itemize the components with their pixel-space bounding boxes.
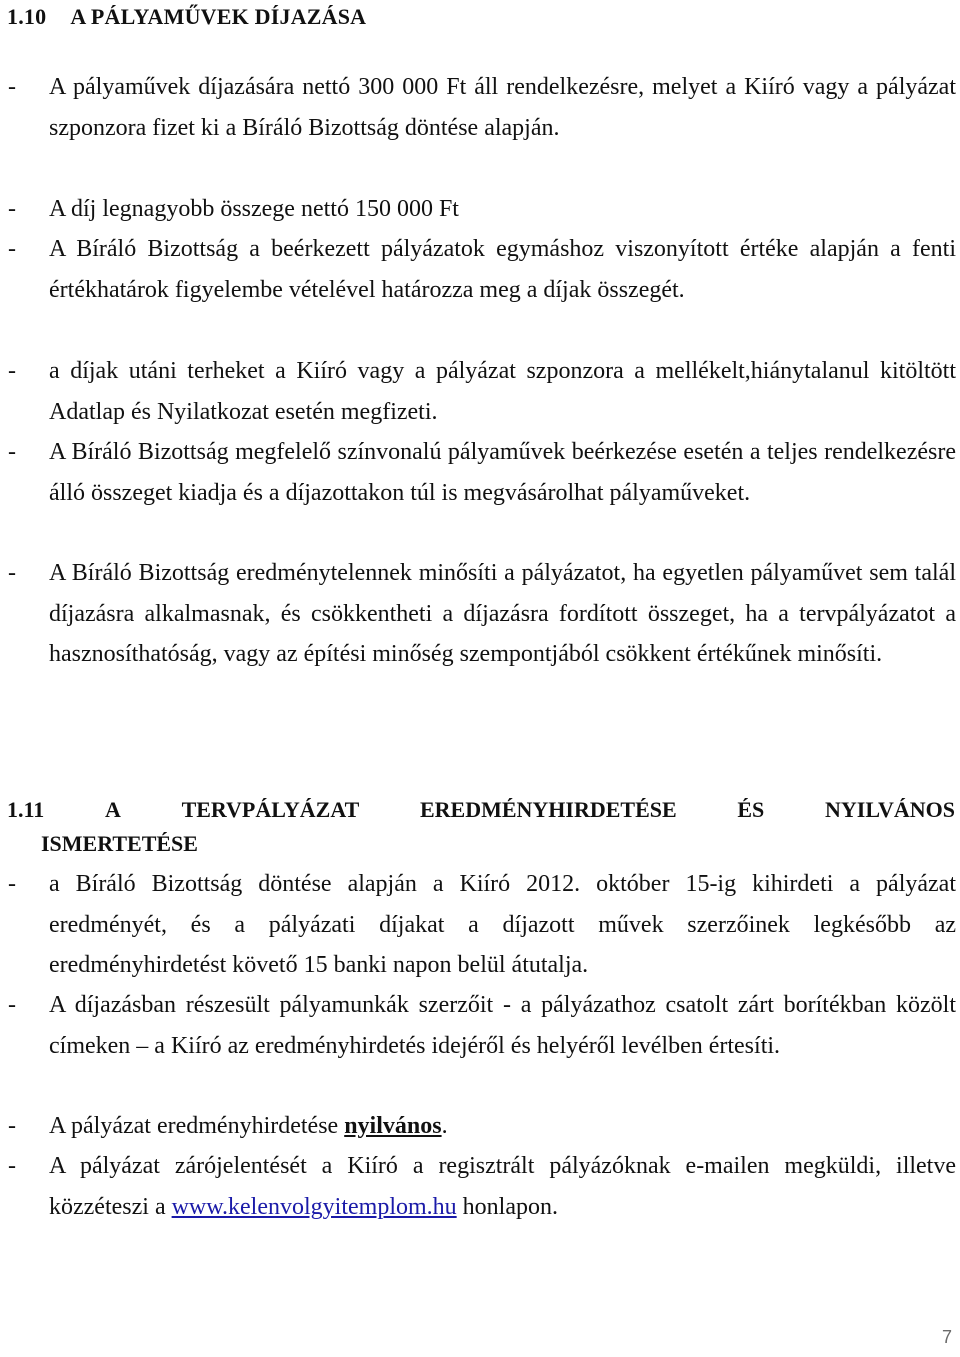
section-title-word: NYILVÁNOS: [824, 797, 955, 822]
list-item: [8, 229, 956, 310]
list-dash: -: [8, 236, 16, 262]
section-number: 1.10: [7, 4, 47, 29]
section-title-line2: ISMERTETÉSE: [41, 831, 198, 856]
section-number: 1.11: [7, 797, 45, 822]
list-item-text: A pályaművek díjazására nettó 300 000 Ft áll rendelkezésre, melyet a Kiíró vagy a pályázat szponzora fizet ki a Bíráló Bizottság döntése alapján.: [49, 74, 956, 141]
list-dash: -: [8, 196, 16, 222]
list-dash: -: [8, 1153, 16, 1179]
text-segment: A pályázat eredményhirdetése: [49, 1113, 345, 1139]
list-item: [8, 432, 956, 513]
text-segment: A pályázat zárójelentését a Kiíró a regisztrált pályázóknak e-mailen megküldi, illetve közzéteszi a: [49, 1153, 956, 1220]
section-title: A PÁLYAMŰVEK DÍJAZÁSA: [70, 4, 367, 29]
list-item: [8, 351, 956, 432]
list-item: [8, 553, 956, 675]
list-item-text: a díjak utáni terheket a Kiíró vagy a pályázat szponzora a mellékelt,hiánytalanul kitöltött Adatlap és Nyilatkozat esetén megfizeti.: [49, 358, 956, 425]
list-dash: -: [8, 358, 16, 384]
list-item: [8, 1146, 956, 1227]
section-title-word: ÉS: [737, 797, 765, 822]
text-segment: .: [441, 1113, 448, 1139]
list-item: [8, 985, 956, 1066]
list-item-text: A díj legnagyobb összege nettó 150 000 Ft: [49, 196, 459, 222]
list-item-text: [49, 1146, 956, 1227]
list-item-text: A Bíráló Bizottság megfelelő színvonalú pályaművek beérkezése esetén a teljes rendelkezésre álló összeget kiadja és a díjazottakon túl is megvásárolhat pályaműveket.: [49, 439, 956, 506]
section-title-word: A: [104, 797, 121, 822]
list-item-text: A díjazásban részesült pályamunkák szerzőit - a pályázathoz csatolt zárt borítékban közölt címeken – a Kiíró az eredményhirdetés idejéről és helyéről levélben értesíti.: [49, 992, 956, 1059]
section-title-word: TERVPÁLYÁZAT: [181, 797, 360, 822]
section-heading-1-11: [7, 797, 955, 823]
list-item: [8, 864, 956, 986]
text-segment: honlapon.: [456, 1193, 558, 1220]
list-dash: -: [8, 871, 16, 897]
website-link[interactable]: www.kelenvolgyitemplom.hu: [171, 1193, 457, 1220]
emphasis-nyilvanos: nyilvános: [344, 1113, 442, 1139]
list-dash: -: [8, 439, 16, 465]
list-item-text: a Bíráló Bizottság döntése alapján a Kiíró 2012. október 15-ig kihirdeti a pályázat eredményét, és a pályázati díjakat a díjazott művek szerzőinek legkésőbb az eredményhirdetést követő 15 banki napon belül átutalja.: [49, 871, 956, 978]
list-item-text: A Bíráló Bizottság eredménytelennek minősíti a pályázatot, ha egyetlen pályaművet sem talál díjazásra alkalmasnak, és csökkentheti a díjazásra fordított összeget, ha a tervpályázatot a hasznosíthatóság, vagy az építési minőség szempontjából csökkent értékűnek minősíti.: [49, 560, 956, 667]
list-item: [8, 1106, 956, 1147]
list-dash: -: [8, 1113, 16, 1139]
list-item-text: A Bíráló Bizottság a beérkezett pályázatok egymáshoz viszonyított értéke alapján a fenti értékhatárok figyelembe vételével határozza meg a díjak összegét.: [49, 236, 956, 303]
section-title-word: EREDMÉNYHIRDETÉSE: [419, 797, 677, 822]
page-number: 7: [941, 1327, 952, 1347]
list-item-text: [49, 1106, 956, 1147]
list-dash: -: [8, 992, 16, 1018]
section-heading-1-10: [7, 4, 366, 30]
list-item: [8, 67, 956, 148]
list-dash: -: [8, 74, 16, 100]
list-dash: -: [8, 560, 16, 586]
list-item: [8, 189, 956, 230]
